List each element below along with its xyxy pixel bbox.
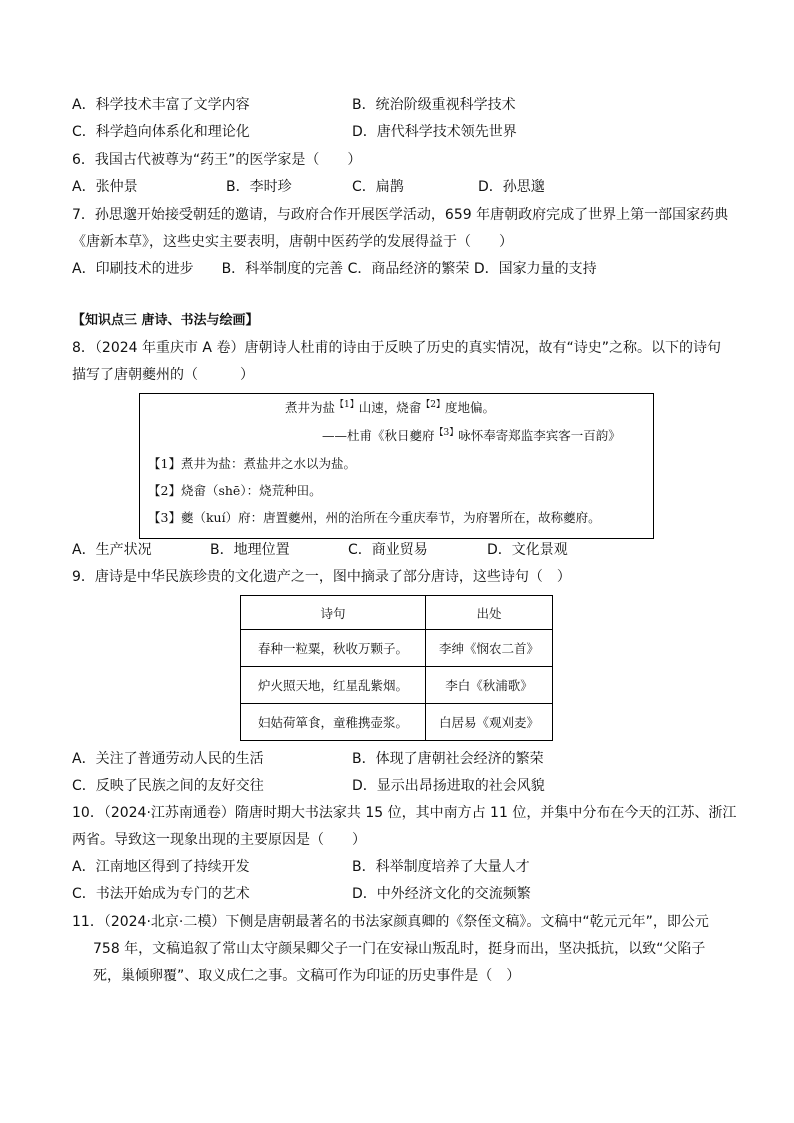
table-cell: 炉火照天地，红星乱紫烟。 (241, 667, 426, 704)
table-row (241, 704, 553, 741)
q5-option-b: B．统治阶级重视科学技术 (352, 97, 516, 113)
q6-option-c: C．扁鹊 (352, 179, 404, 195)
q7-options: A．印刷技术的进步 B．科举制度的完善 C．商品经济的繁荣 D．国家力量的支持 (72, 261, 597, 277)
q8-option-c: C．商业贸易 (348, 542, 428, 558)
q10-stem-line1: 10．（2024·江苏南通卷）隋唐时期大书法家共 15 位，其中南方占 11 位，并集中分布在今天的江苏、浙江 (72, 805, 737, 821)
table-cell: 李绅《悯农二首》 (426, 630, 553, 667)
table-row (241, 667, 553, 704)
poem-line: 煮井为盐$^{【1】}$山速，烧畲$^{【2】}$度地偏。 (285, 399, 496, 415)
poem-attribution: ——杜甫《秋日夔府$^{【3】}$咏怀奉寄郑监李宾客一百韵》 (322, 427, 621, 443)
table-header: 诗句 (241, 596, 426, 630)
q6-option-d: D．孙思邈 (478, 179, 545, 195)
q5-option-d: D．唐代科学技术领先世界 (352, 124, 517, 140)
q10-stem-line2: 两省。导致这一现象出现的主要原因是（ ） (72, 832, 366, 848)
q11-stem-line1: 11．（2024·北京·二模）下侧是唐朝最著名的书法家颜真卿的《祭侄文稿》。文稿中“乾元元年”，即公元 (72, 914, 709, 930)
q10-option-c: C．书法开始成为专门的艺术 (72, 886, 250, 902)
q11-stem-line3: 死，巢倾卵覆”、取义成仁之事。文稿可作为印证的历史事件是（ ） (93, 968, 521, 984)
q9-option-b: B．体现了唐朝社会经济的繁荣 (352, 751, 544, 767)
q8-option-d: D．文化景观 (487, 542, 568, 558)
q6-option-a: A．张仲景 (72, 179, 138, 195)
q10-option-b: B．科举制度培养了大量人才 (352, 859, 530, 875)
q7-stem-line2: 《唐新本草》，这些史实主要表明，唐朝中医药学的发展得益于（ ） (72, 234, 513, 250)
q8-stem-line1: 8．（2024 年重庆市 A 卷）唐朝诗人杜甫的诗由于反映了历史的真实情况，故有“诗史”之称。以下的诗句 (72, 340, 721, 356)
poem-quote-box (139, 393, 654, 539)
q6-stem: 6．我国古代被尊为“药王”的医学家是（ ） (72, 152, 362, 168)
table-row (241, 630, 553, 667)
table-header-row (241, 596, 553, 630)
q10-option-a: A．江南地区得到了持续开发 (72, 859, 250, 875)
q8-stem-line2: 描写了唐朝夔州的（ ） (72, 367, 254, 383)
poem-table (240, 595, 553, 741)
table-cell: 妇姑荷箪食，童稚携壶浆。 (241, 704, 426, 741)
q6-option-b: B．李时珍 (226, 179, 292, 195)
q9-option-a: A．关注了普通劳动人民的生活 (72, 751, 264, 767)
q9-stem: 9．唐诗是中华民族珍贵的文化遗产之一，图中摘录了部分唐诗，这些诗句（ ） (72, 569, 571, 585)
footnote-2: 【2】烧畲（shē）：烧荒种田。 (148, 483, 322, 498)
q8-option-b: B．地理位置 (210, 542, 290, 558)
q5-option-c: C．科学趋向体系化和理论化 (72, 124, 250, 140)
q10-option-d: D．中外经济文化的交流频繁 (352, 886, 531, 902)
q9-option-d: D．显示出昂扬进取的社会风貌 (352, 778, 545, 794)
table-cell: 白居易《观刈麦》 (426, 704, 553, 741)
q11-stem-line2: 758 年，文稿追叙了常山太守颜杲卿父子一门在安禄山叛乱时，挺身而出，坚决抵抗，以致“父陷子 (93, 941, 706, 957)
footnote-1: 【1】煮井为盐：煮盐井之水以为盐。 (148, 456, 356, 471)
table-header: 出处 (426, 596, 553, 630)
q8-option-a: A．生产状况 (72, 542, 152, 558)
q5-option-a: A．科学技术丰富了文学内容 (72, 97, 250, 113)
footnote-3: 【3】夔（kuí）府：唐置夔州，州的治所在今重庆奉节，为府署所在，故称夔府。 (148, 510, 601, 525)
q9-option-c: C．反映了民族之间的友好交往 (72, 778, 264, 794)
section-title: 【知识点三 唐诗、书法与绘画】 (72, 313, 259, 328)
q7-stem-line1: 7．孙思邈开始接受朝廷的邀请，与政府合作开展医学活动，659 年唐朝政府完成了世界上第一部国家药典 (72, 207, 729, 223)
table-cell: 春种一粒粟，秋收万颗子。 (241, 630, 426, 667)
table-cell: 李白《秋浦歌》 (426, 667, 553, 704)
